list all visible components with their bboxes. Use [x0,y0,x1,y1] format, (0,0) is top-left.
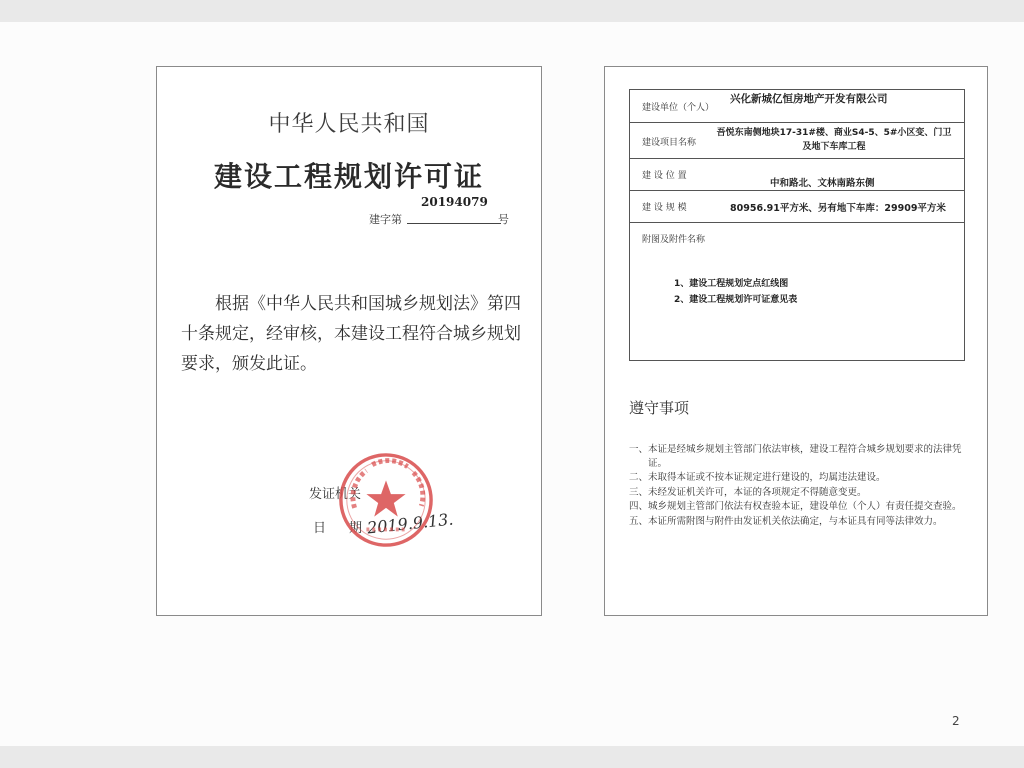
official-seal-stamp [337,451,435,549]
project-name-value [708,126,960,154]
certificate-title: 建设工程规划许可证 [213,160,484,193]
country-name: 中华人民共和国 [268,112,430,137]
top-scan-border [0,0,1024,22]
notice-item-text: 未经发证机关许可，本证的各项规定不得随意变更。 [648,486,867,498]
certificate-number-underline [407,223,501,224]
notice-item-number: 二、 [629,472,649,483]
project-name-label: 建设项目名称 [642,138,697,148]
scale-label: 建 设 规 模 [642,203,687,213]
row-location [630,158,964,191]
certificate-details-page [604,66,988,616]
details-table [629,89,965,361]
notice-item-number: 五、 [629,515,649,527]
notice-item-number: 四、 [629,501,649,512]
project-name-line-1: 吾悦东南侧地块17-31#楼、商业S4-5、5#小区变、门卫 [716,128,952,138]
location-label: 建 设 位 置 [642,171,687,181]
certificate-body-text: 根据《中华人民共和国城乡规划法》第四十条规定，经审核，本建设工程符合城乡规划要求，颁发此证。 [181,294,521,374]
notice-item-text: 本证所需附图与附件由发证机关依法确定，与本证具有同等法律效力。 [648,515,943,527]
notice-list [629,443,969,529]
row-attachments [630,222,964,360]
handwritten-date: 2019.9.13. [366,509,455,538]
notice-item [629,471,969,485]
page-number: 2 [952,714,960,728]
issuer-label: 发证机关 [309,487,362,502]
certificate-cover-page [156,66,542,616]
attachment-item: 1、建设工程规划定点红线图 [674,279,789,289]
seal-star-icon [366,480,405,516]
notice-title: 遵守事项 [629,399,690,417]
row-scale [630,190,964,223]
certificate-number-suffix: 号 [498,213,509,226]
notice-item-text: 本证是经城乡规划主管部门依法审核，建设工程符合城乡规划要求的法律凭证。 [648,444,962,469]
notice-item [629,515,969,529]
construction-unit-label: 建设单位（个人） [642,103,715,113]
location-value: 中和路北、文林南路东侧 [770,178,875,189]
scale-value: 80956.91平方米、另有地下车库：29909平方米 [730,203,946,214]
row-construction-unit [630,90,964,123]
certificate-number-value: 20194079 [421,195,488,209]
certificate-number-prefix: 建字第 [369,213,402,226]
bottom-scan-border [0,746,1024,768]
notice-item [629,486,969,500]
notice-item-text: 未取得本证或不按本证规定进行建设的，均属违法建设。 [648,472,886,483]
row-project-name [630,122,964,159]
notice-item-text: 城乡规划主管部门依法有权查验本证，建设单位（个人）有责任提交查验。 [648,501,962,512]
notice-item-number: 一、 [629,444,649,455]
project-name-line-2: 及地下车库工程 [802,142,866,152]
notice-item [629,500,969,514]
certificate-number [369,195,521,226]
notice-item [629,443,969,470]
date-label: 日 [313,521,327,536]
construction-unit-value: 兴化新城亿恒房地产开发有限公司 [730,93,888,105]
attachments-label: 附图及附件名称 [642,235,706,245]
date-label-second-char: 期 [349,521,363,536]
notice-item-number: 三、 [629,486,649,498]
attachment-item: 2、建设工程规划许可证意见表 [674,295,798,305]
